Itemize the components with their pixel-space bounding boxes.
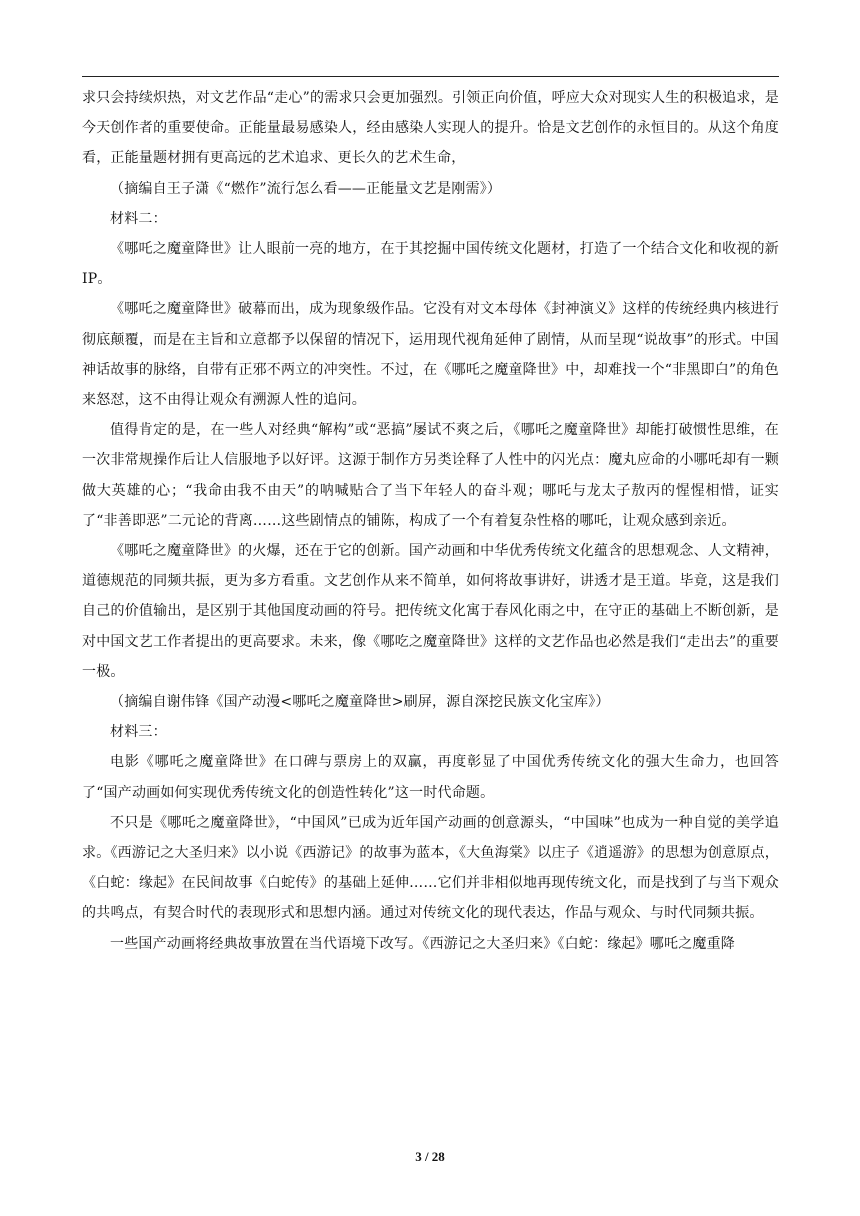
paragraph: （摘编自王子潇《“燃作”流行怎么看——正能量文艺是刚需》） xyxy=(110,180,502,197)
paragraph: 值得肯定的是，在一些人对经典“解构”或“恶搞”屡试不爽之后，《哪吒之魔童降世》却能打破惯性思维，在一次非常规操作后让人信服地予以好评。这源于制作方另类诠释了人性中的闪光点：魔丸应命的小哪吒却有一颗做大英雄的心；“我命由我不由天”的呐喊贴合了当下年轻人的奋斗观；哪吒与龙太子敖丙的惺惺相惜，证实了“非善即恶”二元论的背离……这些剧情点的铺陈，构成了一个有着复杂性格的哪吒，让观众感到亲近。 xyxy=(82,422,779,529)
header-rule xyxy=(82,76,779,77)
paragraph: 《哪吒之魔童降世》破幕而出，成为现象级作品。它没有对文本母体《封神演义》这样的传统经典内核进行彻底颠覆，而是在主旨和立意都予以保留的情况下，运用现代视角延伸了剧情，从而呈现“说故事”的形式。中国神话故事的脉络，自带有正邪不两立的冲突性。不过，在《哪吒之魔童降世》中，却难找一个“非黑即白”的角色来怒怼，这不由得让观众有溯源人性的追问。 xyxy=(82,301,779,409)
paragraph: 电影《哪吒之魔童降世》在口碑与票房上的双赢，再度彰显了中国优秀传统文化的强大生命力，也回答了“国产动画如何实现优秀传统文化的创造性转化”这一时代命题。 xyxy=(82,754,779,801)
paragraph: 《哪吒之魔童降世》让人眼前一亮的地方，在于其挖掘中国传统文化题材，打造了一个结合文化和收视的新 IP。 xyxy=(82,241,779,288)
page-number: 3 / 28 xyxy=(415,1149,445,1164)
paragraph: 《哪吒之魔童降世》的火爆，还在于它的创新。国产动画和中华优秀传统文化蕴含的思想观念、人文精神，道德规范的同频共振，更为多方看重。文艺创作从来不简单，如何将故事讲好，讲透才是王道。毕竟，这是我们自己的价值输出，是区别于其他国度动画的符号。把传统文化寓于春风化雨之中，在守正的基础上不断创新，是对中国文艺工作者提出的更高要求。未来，像《哪吃之魔童降世》这样的文艺作品也必然是我们“走出去”的重要一极。 xyxy=(82,543,779,680)
paragraph: 一些国产动画将经典故事放置在当代语境下改写。《西游记之大圣归来》《白蛇：缘起》哪吒之魔重降 xyxy=(110,935,735,952)
paragraph: 材料三： xyxy=(110,724,167,741)
paragraph: 材料二： xyxy=(110,210,167,227)
document-body xyxy=(82,83,779,959)
paragraph: 求只会持续炽热，对文艺作品“走心”的需求只会更加强烈。引领正向价值，呼应大众对现实人生的积极追求，是今天创作者的重要使命。正能量最易感染人，经由感染人实现人的提升。恰是文艺创作的永恒目的。从这个角度看，正能量题材拥有更高远的艺术追求、更长久的艺术生命， xyxy=(82,90,779,167)
paragraph: （摘编自谢伟锋《国产动漫<哪吒之魔童降世>刷屏，源自深挖民族文化宝库》） xyxy=(110,694,610,711)
paragraph: 不只是《哪吒之魔童降世》，“中国风”已成为近年国产动画的创意源头，“中国味”也成为一种自觉的美学追求。《西游记之大圣归来》以小说《西游记》的故事为蓝本，《大鱼海棠》以庄子《逍遥游》的思想为创意原点，《白蛇：缘起》在民间故事《白蛇传》的基础上延伸……它们并非相似地再现传统文化，而是找到了与当下观众的共鸣点，有契合时代的表现形式和思想内涵。通过对传统文化的现代表达，作品与观众、与时代同频共振。 xyxy=(82,814,779,922)
